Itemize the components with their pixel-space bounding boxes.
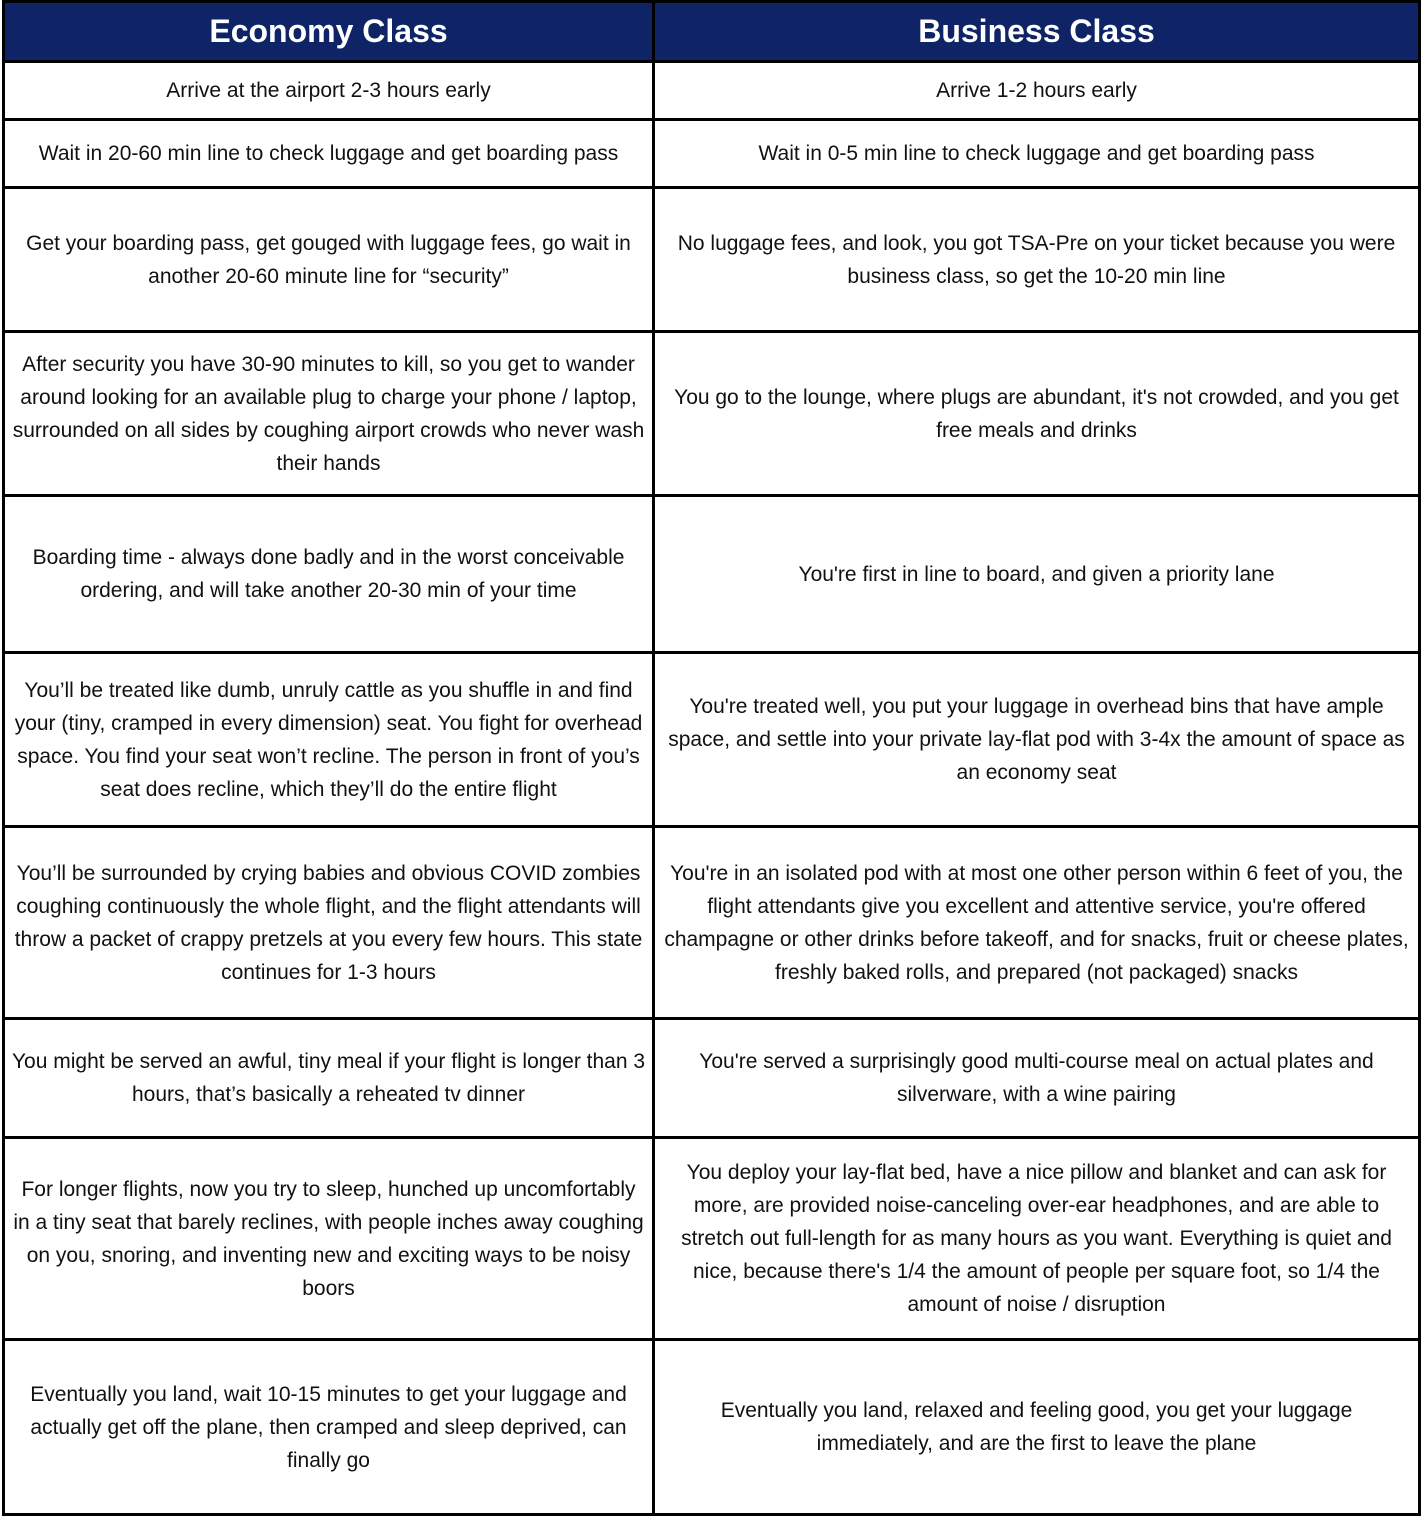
business-cell: Arrive 1-2 hours early [654, 62, 1420, 120]
table-row [4, 653, 1420, 827]
business-cell: You're in an isolated pod with at most one other person within 6 feet of you, the flight attendants give you excellent and attentive service, you're offered champagne or other drinks before takeoff, and for snacks, fruit or cheese plates, freshly baked rolls, and prepared (not packaged) snacks [654, 827, 1420, 1019]
table-row [4, 1138, 1420, 1340]
business-class-header: Business Class [654, 2, 1420, 62]
table-row [4, 120, 1420, 188]
economy-cell: Get your boarding pass, get gouged with luggage fees, go wait in another 20-60 minute line for “security” [4, 188, 654, 332]
header-row [4, 2, 1420, 62]
table-body [4, 62, 1420, 1515]
business-cell: You're first in line to board, and given a priority lane [654, 496, 1420, 653]
table-row [4, 827, 1420, 1019]
economy-cell: Boarding time - always done badly and in the worst conceivable ordering, and will take another 20-30 min of your time [4, 496, 654, 653]
business-cell: Wait in 0-5 min line to check luggage and get boarding pass [654, 120, 1420, 188]
economy-class-header: Economy Class [4, 2, 654, 62]
table-header [4, 2, 1420, 62]
business-cell: Eventually you land, relaxed and feeling good, you get your luggage immediately, and are the first to leave the plane [654, 1340, 1420, 1515]
table-row [4, 1019, 1420, 1138]
business-cell: You deploy your lay-flat bed, have a nice pillow and blanket and can ask for more, are provided noise-canceling over-ear headphones, and are able to stretch out full-length for as many hours as you want. Everything is quiet and nice, because there's 1/4 the amount of people per square foot, so 1/4 the amount of noise / disruption [654, 1138, 1420, 1340]
business-cell: You're treated well, you put your luggage in overhead bins that have ample space, and settle into your private lay-flat pod with 3-4x the amount of space as an economy seat [654, 653, 1420, 827]
business-cell: You go to the lounge, where plugs are abundant, it's not crowded, and you get free meals and drinks [654, 332, 1420, 496]
economy-cell: For longer flights, now you try to sleep, hunched up uncomfortably in a tiny seat that barely reclines, with people inches away coughing on you, snoring, and inventing new and exciting ways to be noisy boors [4, 1138, 654, 1340]
economy-cell: You might be served an awful, tiny meal if your flight is longer than 3 hours, that’s basically a reheated tv dinner [4, 1019, 654, 1138]
economy-cell: After security you have 30-90 minutes to kill, so you get to wander around looking for an available plug to charge your phone / laptop, surrounded on all sides by coughing airport crowds who never wash their hands [4, 332, 654, 496]
class-comparison-table [2, 0, 1421, 1516]
economy-cell: Wait in 20-60 min line to check luggage and get boarding pass [4, 120, 654, 188]
table-row [4, 332, 1420, 496]
table-row [4, 62, 1420, 120]
table-row [4, 1340, 1420, 1515]
economy-cell: You’ll be surrounded by crying babies and obvious COVID zombies coughing continuously the whole flight, and the flight attendants will throw a packet of crappy pretzels at you every few hours. This state continues for 1-3 hours [4, 827, 654, 1019]
economy-cell: Arrive at the airport 2-3 hours early [4, 62, 654, 120]
business-cell: No luggage fees, and look, you got TSA-Pre on your ticket because you were business class, so get the 10-20 min line [654, 188, 1420, 332]
table-row [4, 496, 1420, 653]
table-row [4, 188, 1420, 332]
business-cell: You're served a surprisingly good multi-course meal on actual plates and silverware, with a wine pairing [654, 1019, 1420, 1138]
economy-cell: Eventually you land, wait 10-15 minutes to get your luggage and actually get off the plane, then cramped and sleep deprived, can finally go [4, 1340, 654, 1515]
economy-cell: You’ll be treated like dumb, unruly cattle as you shuffle in and find your (tiny, cramped in every dimension) seat. You fight for overhead space. You find your seat won’t recline. The person in front of you’s seat does recline, which they’ll do the entire flight [4, 653, 654, 827]
